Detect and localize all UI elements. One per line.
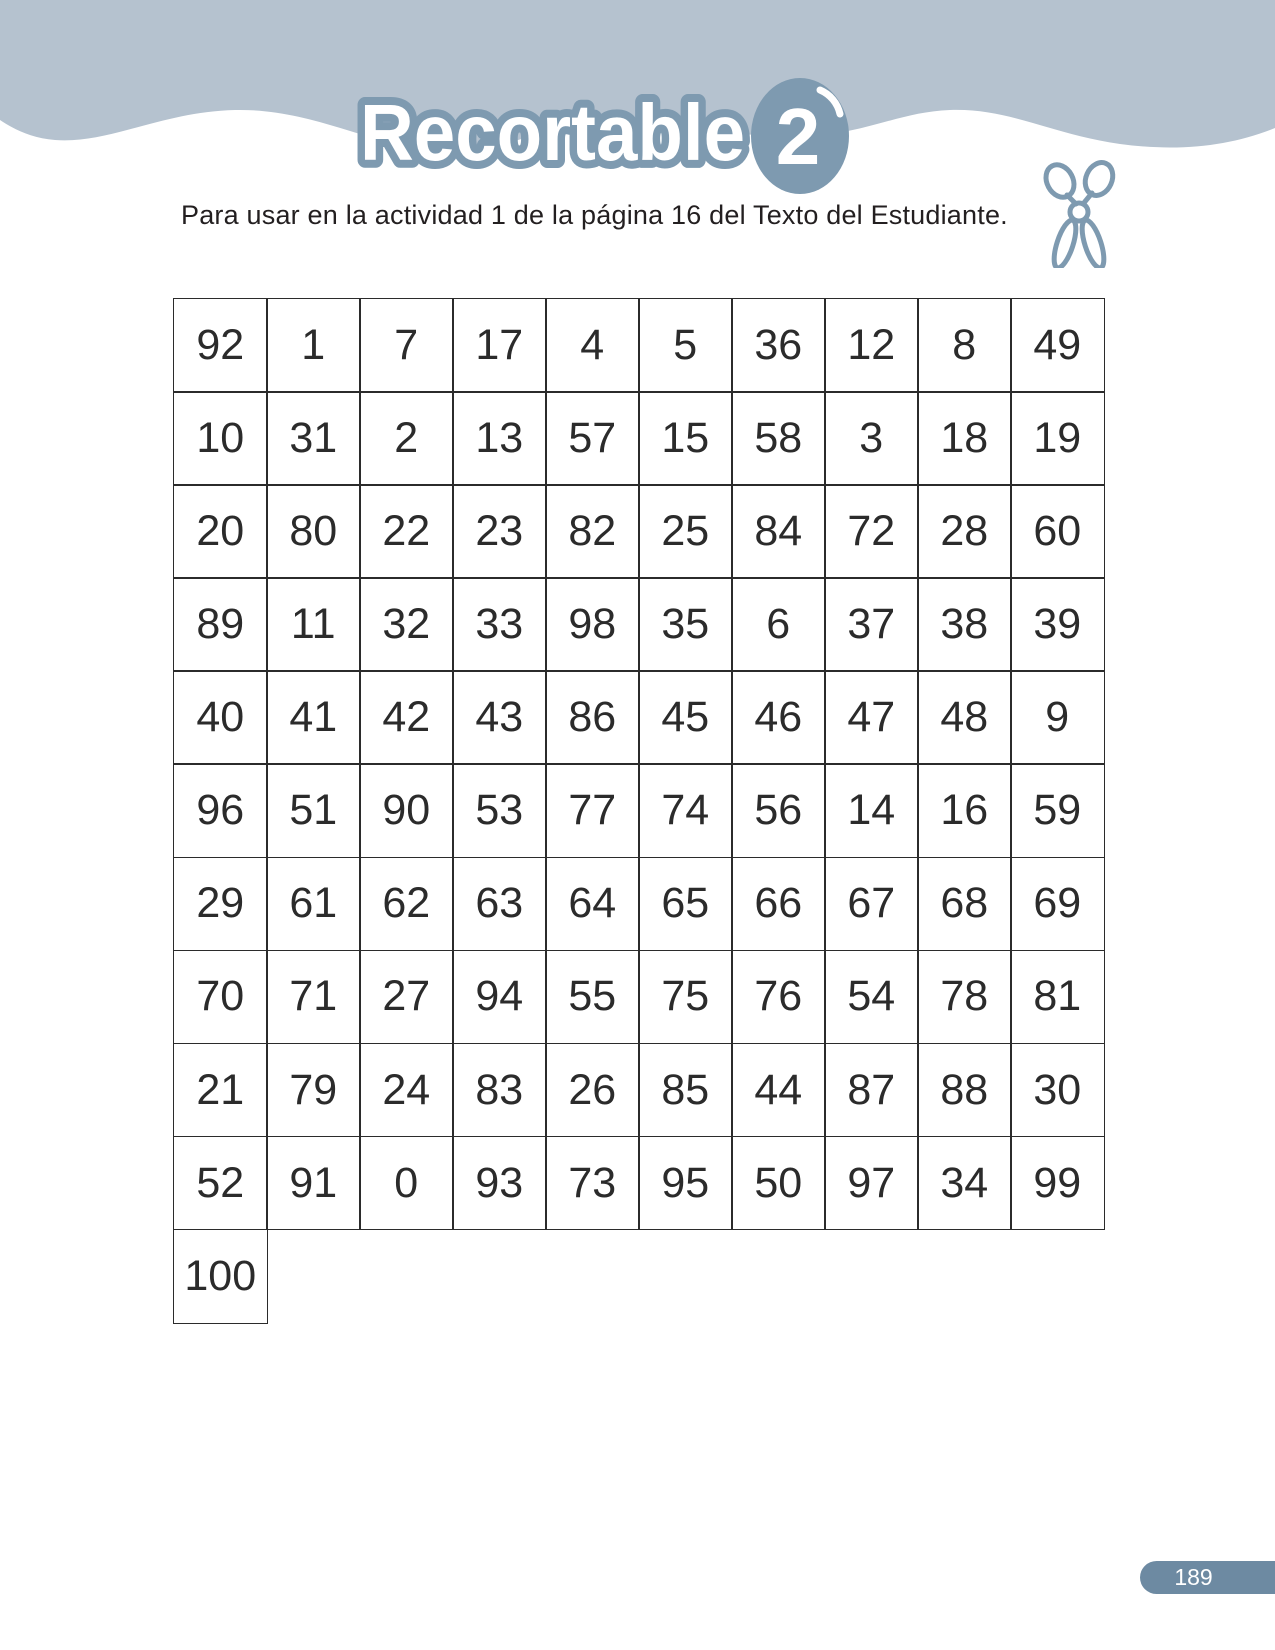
grid-row (173, 950, 1105, 1045)
grid-cell: 52 (173, 1136, 268, 1231)
scissors-icon (1032, 158, 1127, 268)
grid-cell: 85 (638, 1043, 733, 1138)
grid-row (173, 1043, 1105, 1138)
grid-cell: 66 (731, 857, 826, 952)
grid-row (173, 857, 1105, 952)
grid-cell: 74 (638, 763, 733, 858)
grid-cell: 40 (173, 670, 268, 765)
grid-cell: 27 (359, 950, 454, 1045)
grid-cell: 13 (452, 391, 547, 486)
grid-cell: 17 (452, 298, 547, 393)
instruction-text: Para usar en la actividad 1 de la página 16 del Texto del Estudiante. (181, 200, 1008, 230)
grid-cell: 32 (359, 577, 454, 672)
grid-cell: 11 (266, 577, 361, 672)
grid-cell: 18 (917, 391, 1012, 486)
grid-cell: 56 (731, 763, 826, 858)
number-grid (173, 298, 1105, 1324)
grid-row (173, 670, 1105, 765)
grid-cell: 78 (917, 950, 1012, 1045)
grid-cell: 15 (638, 391, 733, 486)
grid-cell: 20 (173, 484, 268, 579)
grid-cell: 24 (359, 1043, 454, 1138)
grid-cell: 37 (824, 577, 919, 672)
grid-cell: 99 (1010, 1136, 1105, 1231)
grid-cell: 46 (731, 670, 826, 765)
page-number: 189 (1174, 1564, 1213, 1590)
grid-row (173, 577, 1105, 672)
grid-cell: 1 (266, 298, 361, 393)
grid-cell: 71 (266, 950, 361, 1045)
grid-cell: 80 (266, 484, 361, 579)
grid-cell: 63 (452, 857, 547, 952)
grid-cell: 72 (824, 484, 919, 579)
grid-cell: 19 (1010, 391, 1105, 486)
grid-cell: 29 (173, 857, 268, 952)
grid-cell: 0 (359, 1136, 454, 1231)
grid-cell: 82 (545, 484, 640, 579)
grid-cell: 50 (731, 1136, 826, 1231)
grid-cell: 93 (452, 1136, 547, 1231)
grid-cell: 88 (917, 1043, 1012, 1138)
grid-cell: 16 (917, 763, 1012, 858)
grid-cell: 53 (452, 763, 547, 858)
grid-cell: 38 (917, 577, 1012, 672)
title-group (352, 58, 872, 208)
grid-row (173, 763, 1105, 858)
grid-cell: 54 (824, 950, 919, 1045)
grid-cell: 30 (1010, 1043, 1105, 1138)
grid-row (173, 1229, 1105, 1324)
grid-cell: 39 (1010, 577, 1105, 672)
page-title: Recortable (360, 88, 745, 177)
grid-cell: 33 (452, 577, 547, 672)
grid-cell: 96 (173, 763, 268, 858)
grid-cell: 60 (1010, 484, 1105, 579)
grid-cell: 67 (824, 857, 919, 952)
grid-cell: 34 (917, 1136, 1012, 1231)
grid-cell: 3 (824, 391, 919, 486)
grid-cell: 14 (824, 763, 919, 858)
grid-cell: 49 (1010, 298, 1105, 393)
grid-cell: 98 (545, 577, 640, 672)
grid-row (173, 391, 1105, 486)
grid-cell: 95 (638, 1136, 733, 1231)
grid-cell: 4 (545, 298, 640, 393)
grid-cell: 58 (731, 391, 826, 486)
grid-row (173, 1136, 1105, 1231)
grid-cell: 35 (638, 577, 733, 672)
grid-cell: 97 (824, 1136, 919, 1231)
grid-cell: 31 (266, 391, 361, 486)
grid-cell: 59 (1010, 763, 1105, 858)
grid-cell: 9 (1010, 670, 1105, 765)
grid-cell: 5 (638, 298, 733, 393)
grid-cell: 83 (452, 1043, 547, 1138)
grid-row (173, 298, 1105, 393)
grid-cell: 77 (545, 763, 640, 858)
grid-cell: 87 (824, 1043, 919, 1138)
grid-cell: 94 (452, 950, 547, 1045)
grid-cell: 45 (638, 670, 733, 765)
grid-cell: 21 (173, 1043, 268, 1138)
grid-cell: 84 (731, 484, 826, 579)
grid-cell: 86 (545, 670, 640, 765)
grid-cell: 89 (173, 577, 268, 672)
grid-cell: 25 (638, 484, 733, 579)
grid-cell: 8 (917, 298, 1012, 393)
grid-cell: 92 (173, 298, 268, 393)
grid-cell: 69 (1010, 857, 1105, 952)
grid-cell: 55 (545, 950, 640, 1045)
grid-cell: 79 (266, 1043, 361, 1138)
grid-cell: 76 (731, 950, 826, 1045)
grid-cell: 70 (173, 950, 268, 1045)
grid-cell: 65 (638, 857, 733, 952)
grid-cell: 43 (452, 670, 547, 765)
grid-row (173, 484, 1105, 579)
grid-cell: 12 (824, 298, 919, 393)
grid-cell: 91 (266, 1136, 361, 1231)
grid-cell: 6 (731, 577, 826, 672)
grid-cell: 75 (638, 950, 733, 1045)
grid-cell: 68 (917, 857, 1012, 952)
page-number-badge (1140, 1561, 1275, 1594)
grid-cell: 42 (359, 670, 454, 765)
grid-cell: 44 (731, 1043, 826, 1138)
grid-cell: 90 (359, 763, 454, 858)
grid-cell: 47 (824, 670, 919, 765)
grid-cell: 81 (1010, 950, 1105, 1045)
grid-cell: 7 (359, 298, 454, 393)
grid-cell: 41 (266, 670, 361, 765)
grid-cell: 64 (545, 857, 640, 952)
grid-cell: 10 (173, 391, 268, 486)
grid-cell: 28 (917, 484, 1012, 579)
grid-cell: 61 (266, 857, 361, 952)
grid-cell: 23 (452, 484, 547, 579)
grid-cell: 48 (917, 670, 1012, 765)
grid-cell: 51 (266, 763, 361, 858)
grid-cell: 2 (359, 391, 454, 486)
grid-cell: 22 (359, 484, 454, 579)
page-title-number: 2 (775, 92, 821, 181)
grid-cell: 57 (545, 391, 640, 486)
grid-cell: 100 (173, 1229, 268, 1324)
grid-cell: 36 (731, 298, 826, 393)
grid-cell: 26 (545, 1043, 640, 1138)
grid-cell: 73 (545, 1136, 640, 1231)
grid-cell: 62 (359, 857, 454, 952)
